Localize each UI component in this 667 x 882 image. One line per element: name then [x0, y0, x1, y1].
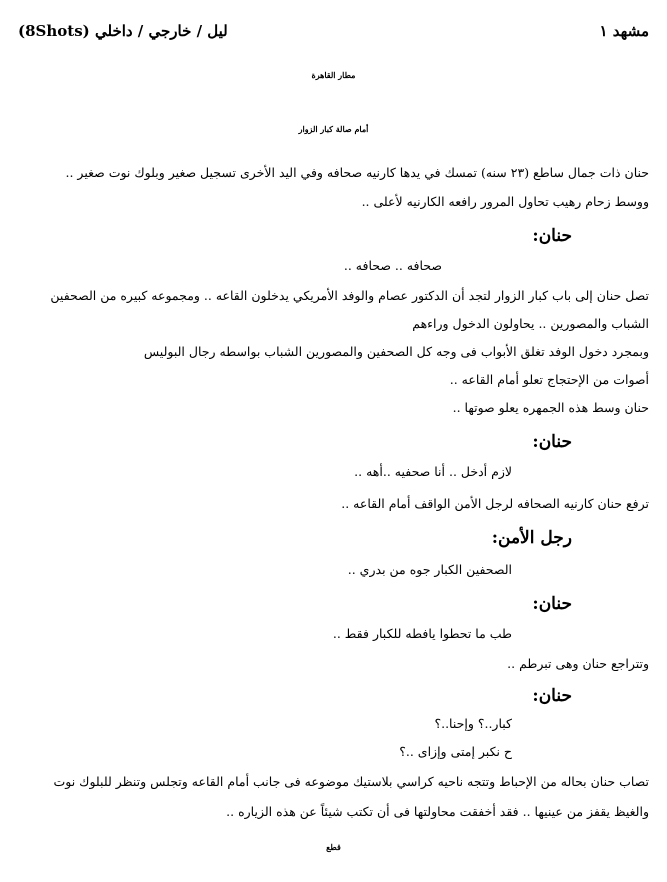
character-name: حنان: — [532, 686, 572, 706]
dialog-line: الصحفين الكبار جوه من بدري .. — [347, 562, 512, 577]
sublocation-heading: أمام صالة كبار الزوار — [298, 124, 369, 134]
action-line: والغيظ يقفز من عينيها .. فقد أخفقت محاولتها فى أن تكتب شيئاً عن هذه الزياره .. — [226, 804, 649, 819]
action-line: وتتراجع حنان وهى تبرطم .. — [507, 656, 649, 671]
scene-info-text: ليل / خارجي / داخلي (8Shots) — [18, 22, 228, 40]
action-line: ترفع حنان كارنيه الصحافه لرجل الأمن الواقف أمام القاعه .. — [341, 496, 649, 511]
action-line: الشباب والمصورين .. يحاولون الدخول وراءهم — [412, 316, 649, 331]
action-line: تصل حنان إلى باب كبار الزوار لتجد أن الدكتور عصام والوفد الأمريكي يدخلون القاعه .. ومجموعه كبيره من الصحفين — [50, 288, 649, 303]
location-heading: مطار القاهرة — [311, 70, 356, 80]
scene-info — [18, 22, 228, 40]
action-line: أصوات من الإحتجاج تعلو أمام القاعه .. — [449, 372, 649, 387]
cut-transition: قطع — [326, 842, 341, 852]
action-line: ووسط زحام رهيب تحاول المرور رافعه الكارنيه لأعلى .. — [361, 194, 649, 209]
dialog-line: كبار..؟ وإحنا..؟ — [434, 716, 512, 731]
character-name: حنان: — [532, 594, 572, 614]
dialog-line: لازم أدخل .. أنا صحفيه ..أهه .. — [354, 464, 512, 479]
dialog-line: ح نكبر إمتى وإزاى ..؟ — [399, 744, 512, 759]
dialog-line: صحافه .. صحافه .. — [343, 258, 442, 273]
character-name: رجل الأمن: — [491, 528, 572, 548]
character-name: حنان: — [532, 432, 572, 452]
character-name: حنان: — [532, 226, 572, 246]
action-line: تصاب حنان بحاله من الإحباط وتتجه ناحيه كراسي بلاستيك موضوعه فى جانب أمام القاعه وتجلس وتنظر للبلوك نوت — [53, 774, 649, 789]
dialog-line: طب ما تحطوا يافطه للكبار فقط .. — [332, 626, 512, 641]
action-line: حنان وسط هذه الجمهره يعلو صوتها .. — [452, 400, 649, 415]
action-line: وبمجرد دخول الوفد تغلق الأبواب فى وجه كل الصحفين والمصورين الشباب بواسطه رجال البوليس — [143, 344, 649, 359]
scene-number: مشهد ١ — [599, 22, 649, 40]
action-line: حنان ذات جمال ساطع (٢٣ سنه) تمسك في يدها كارنيه صحافه وفي اليد الأخرى تسجيل صغير وبلوك نوت صغير .. — [65, 165, 649, 180]
